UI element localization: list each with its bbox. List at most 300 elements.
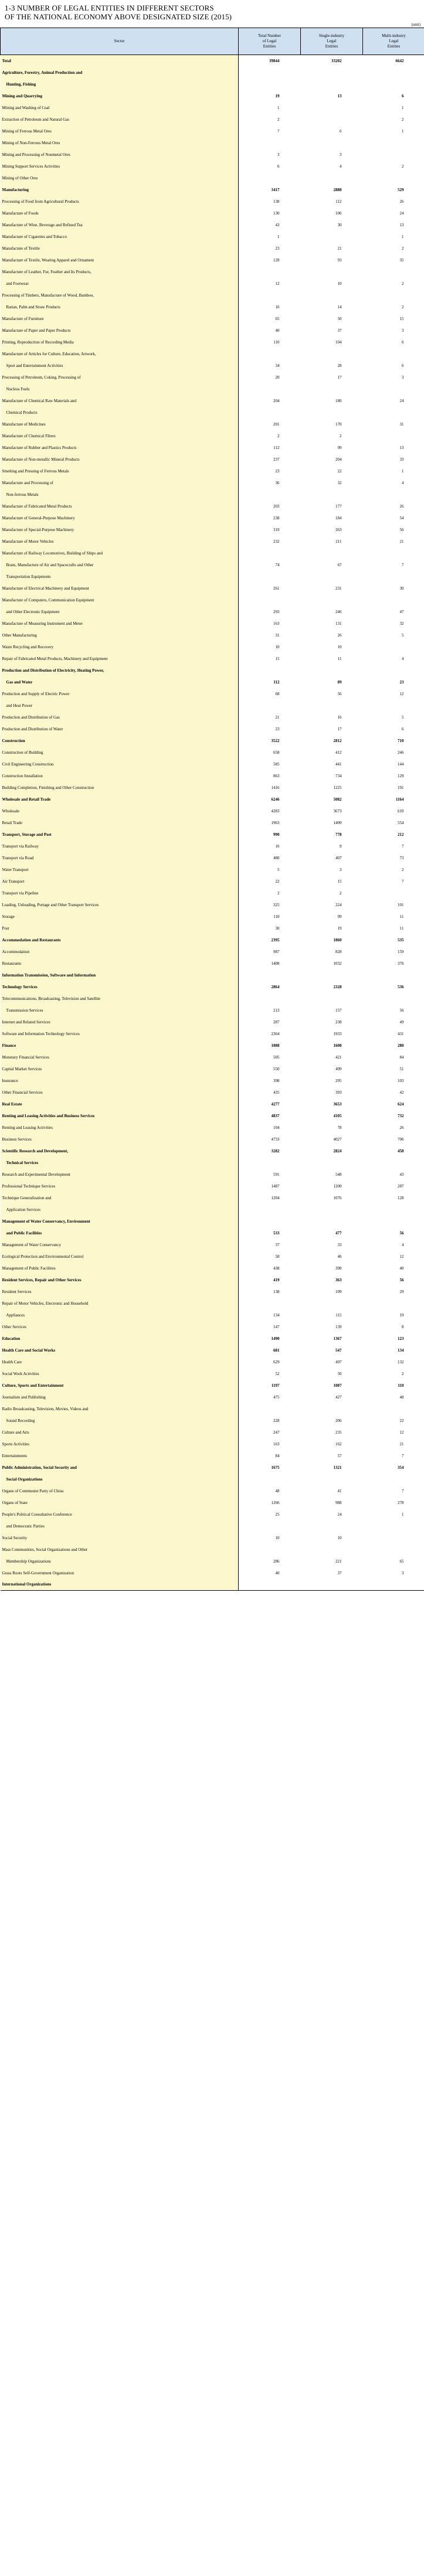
table-row (1, 594, 424, 606)
single-industry-cell: 184 (335, 515, 342, 520)
total-cell: 6 (239, 161, 301, 172)
sector-cell: Building Completion, Finishing and Other Construction (1, 782, 239, 794)
total-cell: 1 (239, 102, 301, 114)
table-row (1, 1450, 424, 1462)
multi-industry-cell: 48 (399, 1394, 404, 1400)
single-industry-cell: 238 (335, 1019, 342, 1025)
single-industry-cell: 412 (335, 750, 342, 755)
multi-industry-cell: 8 (402, 1324, 404, 1329)
sector-cell: Monetary Financial Services (1, 1052, 239, 1063)
total-cell: 21 (239, 712, 301, 723)
table-row (1, 688, 424, 700)
legal-entities-table (0, 28, 424, 1591)
single-industry-cell: 50 (337, 316, 342, 321)
total-cell (239, 1216, 301, 1227)
total-cell: 36 (239, 477, 301, 489)
sector-cell: Manufacture of Paper and Paper Products (1, 325, 239, 336)
table-row (1, 629, 424, 641)
single-industry-cell: 78 (337, 1125, 342, 1130)
total-cell: 203 (239, 501, 301, 512)
single-industry-cell (301, 547, 363, 559)
single-industry-cell: 162 (335, 1441, 342, 1447)
multi-industry-cell: 2 (402, 117, 404, 122)
multi-industry-cell: 3 (402, 328, 404, 333)
single-industry-cell: 11 (337, 656, 342, 661)
total-cell (239, 137, 301, 149)
table-row (1, 137, 424, 149)
table-row (1, 1180, 424, 1192)
single-industry-cell: 1933 (333, 1031, 342, 1036)
single-industry-cell (301, 172, 363, 184)
multi-industry-cell: 4 (402, 656, 404, 661)
single-industry-cell: 13 (337, 93, 342, 98)
table-row (1, 348, 424, 360)
sector-cell: Storage (1, 911, 239, 923)
sector-cell: International Organizations (1, 1579, 239, 1591)
multi-industry-cell: 7 (402, 1453, 404, 1458)
multi-industry-cell: 535 (398, 937, 404, 942)
table-row (1, 723, 424, 735)
table-row (1, 1298, 424, 1309)
sector-cell: Transport, Storage and Post (1, 829, 239, 840)
header-sector: Sector (1, 28, 239, 55)
sector-cell: Sport and Entertainment Activities (1, 360, 239, 372)
sector-cell: Manufacture of Railway Locomotives, Building of Ships and (1, 547, 239, 559)
table-row (1, 547, 424, 559)
single-industry-cell: 14 (337, 304, 342, 309)
sector-cell: Manufacture of Computers, Communication Equipment (1, 594, 239, 606)
total-cell: 34 (239, 360, 301, 372)
table-row (1, 67, 424, 79)
sector-cell: Finance (1, 1040, 239, 1052)
table-row (1, 747, 424, 758)
sector-cell: Manufacture of Textile, Wearing Apparel and Ornament (1, 254, 239, 266)
sector-cell: Manufacture of Measuring Instrument and Meter (1, 618, 239, 629)
total-cell: 681 (239, 1345, 301, 1356)
total-cell (239, 969, 301, 981)
sector-cell: Technical Services (1, 1157, 239, 1169)
table-row (1, 501, 424, 512)
table-row (1, 278, 424, 290)
sector-cell: Transport via Road (1, 852, 239, 864)
multi-industry-cell: 22 (399, 1418, 404, 1423)
unit-note: (unit) (411, 22, 420, 27)
multi-industry-cell (363, 407, 424, 418)
table-row (1, 852, 424, 864)
multi-industry-cell: 51 (399, 1066, 404, 1071)
total-cell: 204 (239, 395, 301, 407)
total-cell: 25 (239, 1509, 301, 1520)
table-row (1, 90, 424, 102)
sector-cell: Processing of Petroleum, Coking, Processing of (1, 372, 239, 383)
multi-industry-cell: 26 (399, 503, 404, 509)
total-cell: 128 (239, 254, 301, 266)
total-cell (239, 383, 301, 395)
single-industry-cell (301, 67, 363, 79)
multi-industry-cell: 2 (402, 246, 404, 251)
total-cell: 2364 (239, 1028, 301, 1040)
table-row (1, 1579, 424, 1591)
single-industry-cell: 9 (340, 843, 342, 849)
total-cell: 4283 (239, 805, 301, 817)
sector-cell: Accommodation (1, 946, 239, 958)
multi-industry-cell: 30 (399, 586, 404, 591)
multi-industry-cell: 706 (398, 1136, 404, 1142)
sector-cell: Transmission Services (1, 1005, 239, 1016)
single-industry-cell: 15 (337, 879, 342, 884)
table-row (1, 887, 424, 899)
single-industry-cell: 30 (337, 222, 342, 227)
single-industry-cell: 734 (335, 773, 342, 778)
sector-cell: Other Services (1, 1321, 239, 1333)
table-row (1, 454, 424, 465)
sector-cell: Post (1, 923, 239, 934)
multi-industry-cell: 6 (402, 93, 404, 98)
total-cell: 505 (239, 1052, 301, 1063)
table-row (1, 653, 424, 665)
multi-industry-cell: 1 (402, 128, 404, 134)
sector-cell: Hunting, Fishing (1, 79, 239, 90)
total-cell (239, 407, 301, 418)
multi-industry-cell: 144 (398, 761, 404, 767)
single-industry-cell: 104 (335, 339, 342, 345)
sector-cell: Telecommunications, Broadcasting, Television and Satellite (1, 993, 239, 1005)
table-row (1, 372, 424, 383)
single-industry-cell (301, 383, 363, 395)
table-row (1, 512, 424, 524)
sector-cell: Manufacture of Leather, Fur, Feather and Its Products, (1, 266, 239, 278)
single-industry-cell: 28 (337, 363, 342, 368)
multi-industry-cell: 2 (402, 164, 404, 169)
sector-cell: Information Transmission, Software and Information (1, 969, 239, 981)
multi-industry-cell: 458 (398, 1148, 404, 1153)
total-cell: 37 (239, 1239, 301, 1251)
single-industry-cell: 2 (340, 433, 342, 438)
total-cell: 43 (239, 219, 301, 231)
sector-cell: Public Administration, Social Security and (1, 1462, 239, 1474)
multi-industry-cell: 5 (402, 714, 404, 720)
sector-cell: Manufacture of Chemical Fibres (1, 430, 239, 442)
sector-cell: Resident Services, Repair and Other Services (1, 1274, 239, 1286)
sector-cell: Non-ferrous Metals (1, 489, 239, 501)
sector-cell: Ecological Protection and Environmental Control (1, 1251, 239, 1263)
sector-cell: Rattan, Palm and Straw Products (1, 301, 239, 313)
single-industry-cell: 499 (335, 1066, 342, 1071)
single-industry-cell: 1225 (333, 785, 342, 790)
multi-industry-cell: 128 (398, 1195, 404, 1200)
table-row (1, 840, 424, 852)
single-industry-cell: 4 (340, 164, 342, 169)
total-cell: 550 (239, 1063, 301, 1075)
table-row (1, 758, 424, 770)
table-row (1, 864, 424, 876)
sector-cell: Health Care (1, 1356, 239, 1368)
total-cell: 110 (239, 336, 301, 348)
sector-cell: People's Political Consultative Conference (1, 1509, 239, 1520)
sector-cell: Mining Support Services Activities (1, 161, 239, 172)
total-cell: 1204 (239, 1192, 301, 1204)
total-cell: 4733 (239, 1134, 301, 1145)
total-cell: 84 (239, 1450, 301, 1462)
multi-industry-cell: 84 (399, 1054, 404, 1060)
total-cell: 1408 (239, 958, 301, 969)
single-industry-cell (301, 102, 363, 114)
sector-cell: Application Services (1, 1204, 239, 1216)
table-row (1, 231, 424, 243)
single-industry-cell: 828 (335, 949, 342, 954)
sector-cell: Resident Services (1, 1286, 239, 1298)
multi-industry-cell (363, 430, 424, 442)
table-row (1, 911, 424, 923)
total-cell: 325 (239, 899, 301, 911)
multi-industry-cell: 129 (398, 773, 404, 778)
total-cell: 31 (239, 629, 301, 641)
single-industry-cell: 221 (335, 1558, 342, 1564)
table-row (1, 571, 424, 583)
total-cell: 238 (239, 512, 301, 524)
table-row (1, 946, 424, 958)
single-industry-cell: 497 (335, 1359, 342, 1364)
single-industry-cell: 57 (337, 1453, 342, 1458)
sector-cell: Social Security (1, 1532, 239, 1544)
single-industry-cell: 56 (337, 691, 342, 696)
page-title (5, 4, 415, 21)
multi-industry-cell: 3 (402, 375, 404, 380)
single-industry-cell: 988 (335, 1500, 342, 1505)
sector-cell: Other Manufacturing (1, 629, 239, 641)
table-row (1, 290, 424, 301)
sector-cell: Extraction of Petroleum and Natural Gas (1, 114, 239, 125)
total-cell: 480 (239, 852, 301, 864)
multi-industry-cell: 12 (399, 691, 404, 696)
total-cell: 591 (239, 1169, 301, 1180)
sector-cell: Wholesale (1, 805, 239, 817)
multi-industry-cell: 7 (402, 562, 404, 567)
total-cell: 398 (239, 1075, 301, 1087)
sector-cell: Production and Distribution of Electricity, Heating Power, (1, 665, 239, 676)
table-row (1, 477, 424, 489)
multi-industry-cell: 49 (399, 1019, 404, 1025)
single-industry-cell: 295 (335, 1078, 342, 1083)
total-cell (239, 348, 301, 360)
table-row (1, 79, 424, 90)
table-row (1, 794, 424, 805)
total-cell: 48 (239, 1485, 301, 1497)
table-row (1, 1157, 424, 1169)
multi-industry-cell (363, 1403, 424, 1415)
total-cell: 213 (239, 1005, 301, 1016)
header-multi-industry: Multi-industry Legal Entities (363, 28, 424, 55)
sector-cell: Sports Activities (1, 1438, 239, 1450)
single-industry-cell: 33 (337, 1242, 342, 1247)
sector-cell: Membership Organizations (1, 1556, 239, 1567)
multi-industry-cell: 56 (399, 527, 404, 532)
sector-cell: Manufacture of Motor Vehicles (1, 536, 239, 547)
sector-cell: Social Organizations (1, 1474, 239, 1485)
single-industry-cell: 1087 (333, 1383, 342, 1388)
sector-cell: Social Work Activities (1, 1368, 239, 1380)
single-industry-cell: 2 (340, 890, 342, 896)
title-line-2: OF THE NATIONAL ECONOMY ABOVE DESIGNATED SIZE (2015) (5, 12, 232, 21)
multi-industry-cell: 732 (398, 1113, 404, 1118)
table-row (1, 1098, 424, 1110)
multi-industry-cell (363, 993, 424, 1005)
single-industry-cell: 235 (335, 1430, 342, 1435)
table-row (1, 336, 424, 348)
table-row (1, 1415, 424, 1427)
sector-cell: Software and Information Technology Services (1, 1028, 239, 1040)
multi-industry-cell: 554 (398, 820, 404, 825)
single-industry-cell: 170 (335, 421, 342, 427)
table-row (1, 1087, 424, 1098)
single-industry-cell: 4105 (333, 1113, 342, 1118)
sector-cell: Manufacture of Rubber and Plastics Products (1, 442, 239, 454)
single-industry-cell (301, 1544, 363, 1556)
total-cell: 232 (239, 536, 301, 547)
single-industry-cell: 1608 (333, 1043, 342, 1048)
multi-industry-cell (363, 700, 424, 712)
single-industry-cell: 22 (337, 468, 342, 474)
multi-industry-cell: 21 (399, 539, 404, 544)
total-cell: 237 (239, 454, 301, 465)
multi-industry-cell: 24 (399, 398, 404, 403)
table-row (1, 1251, 424, 1263)
single-industry-cell: 50 (337, 1371, 342, 1376)
table-row (1, 958, 424, 969)
table-row (1, 1520, 424, 1532)
sector-cell: Manufacture of Medicines (1, 418, 239, 430)
multi-industry-cell (363, 137, 424, 149)
sector-cell: Real Estate (1, 1098, 239, 1110)
multi-industry-cell (363, 266, 424, 278)
single-industry-cell: 5082 (333, 797, 342, 802)
single-industry-cell: 421 (335, 1054, 342, 1060)
sector-cell: Appliances (1, 1309, 239, 1321)
table-row (1, 1286, 424, 1298)
multi-industry-cell (363, 1298, 424, 1309)
total-cell: 987 (239, 946, 301, 958)
single-industry-cell: 547 (335, 1347, 342, 1353)
table-row (1, 172, 424, 184)
total-cell (239, 571, 301, 583)
total-cell: 4837 (239, 1110, 301, 1122)
multi-industry-cell: 1 (402, 234, 404, 239)
header-single-industry: Single-industry Legal Entities (301, 28, 363, 55)
multi-industry-cell: 12 (399, 1254, 404, 1259)
total-cell (239, 1204, 301, 1216)
single-industry-cell: 109 (335, 1289, 342, 1294)
table-row (1, 1532, 424, 1544)
total-cell: 68 (239, 688, 301, 700)
multi-industry-cell: 2 (402, 1371, 404, 1376)
total-cell: 10 (239, 1532, 301, 1544)
single-industry-cell: 2812 (333, 738, 342, 743)
table-row (1, 1391, 424, 1403)
sector-cell: Repair of Motor Vehicles, Electronic and Household (1, 1298, 239, 1309)
total-cell: 20 (239, 372, 301, 383)
multi-industry-cell: 280 (398, 1043, 404, 1048)
multi-industry-cell: 32 (399, 621, 404, 626)
multi-industry-cell: 132 (398, 1359, 404, 1364)
sector-cell: Other Financial Services (1, 1087, 239, 1098)
single-industry-cell: 139 (335, 1324, 342, 1329)
total-cell: 585 (239, 758, 301, 770)
multi-industry-cell: 123 (398, 1336, 404, 1341)
sector-cell: Organs of State (1, 1497, 239, 1509)
single-industry-cell (301, 1157, 363, 1169)
table-row (1, 1028, 424, 1040)
single-industry-cell: 393 (335, 1090, 342, 1095)
table-row (1, 325, 424, 336)
total-cell (239, 993, 301, 1005)
table-row (1, 1040, 424, 1052)
table-row (1, 184, 424, 196)
table-row (1, 243, 424, 254)
sector-cell: Manufacture of General-Purpose Machinery (1, 512, 239, 524)
total-cell: 163 (239, 1438, 301, 1450)
total-cell: 990 (239, 829, 301, 840)
single-industry-cell (301, 1216, 363, 1227)
header-row (1, 28, 424, 55)
table-row (1, 1427, 424, 1438)
sector-cell: Boats, Manufacture of Air and Spacecrafts and Other (1, 559, 239, 571)
multi-industry-cell: 529 (398, 187, 404, 192)
multi-industry-cell: 47 (399, 609, 404, 614)
sector-cell: Manufacture and Processing of (1, 477, 239, 489)
table-row (1, 125, 424, 137)
sector-cell: Journalism and Publishing (1, 1391, 239, 1403)
single-industry-cell: 180 (335, 398, 342, 403)
sector-cell: Renting and Leasing Activities (1, 1122, 239, 1134)
table-row (1, 196, 424, 207)
single-industry-cell: 177 (335, 503, 342, 509)
single-industry-cell: 89 (337, 679, 342, 685)
total-cell (239, 1544, 301, 1556)
multi-industry-cell: 6 (402, 363, 404, 368)
table-row (1, 934, 424, 946)
multi-industry-cell: 56 (399, 1008, 404, 1013)
sector-cell: Chemical Products (1, 407, 239, 418)
total-cell: 1416 (239, 782, 301, 794)
multi-industry-cell: 1 (402, 105, 404, 110)
total-cell: 163 (239, 618, 301, 629)
multi-industry-cell: 56 (399, 1230, 404, 1236)
sector-cell: Smelting and Pressing of Ferrous Metals (1, 465, 239, 477)
total-cell: 7 (239, 125, 301, 137)
single-industry-cell (301, 594, 363, 606)
total-cell (239, 79, 301, 90)
table-row (1, 1075, 424, 1087)
single-industry-cell: 37 (337, 1570, 342, 1575)
total-cell: 39844 (239, 55, 301, 67)
table-row (1, 161, 424, 172)
table-row (1, 1227, 424, 1239)
multi-industry-cell: 13 (399, 445, 404, 450)
total-cell: 23 (239, 243, 301, 254)
single-industry-cell: 10 (337, 281, 342, 286)
single-industry-cell (301, 571, 363, 583)
sector-cell: Restaurants (1, 958, 239, 969)
sector-cell: Research and Experimental Development (1, 1169, 239, 1180)
header-total: Total Number of Legal Entities (239, 28, 301, 55)
total-cell: 435 (239, 1087, 301, 1098)
total-cell: 22 (239, 876, 301, 887)
table-row (1, 665, 424, 676)
multi-industry-cell: 26 (399, 199, 404, 204)
total-cell: 52 (239, 1368, 301, 1380)
multi-industry-cell: 21 (399, 1441, 404, 1447)
total-cell: 5 (239, 864, 301, 876)
